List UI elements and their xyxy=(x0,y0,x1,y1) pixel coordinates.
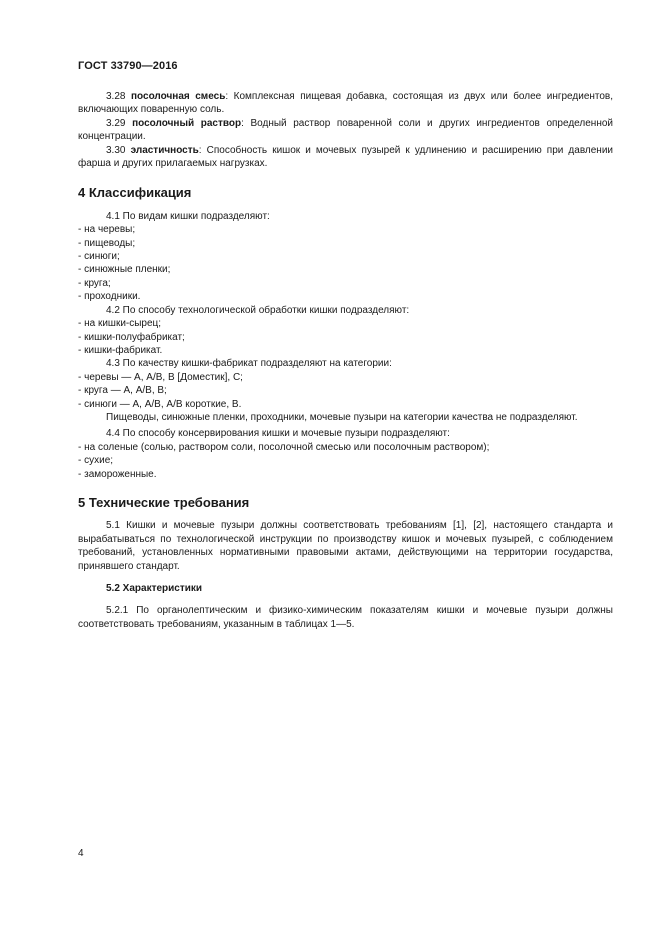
list-item: - кишки-фабрикат. xyxy=(78,344,163,356)
clause-4-3: 4.3 По качеству кишки-фабрикат подразделяют на категории: xyxy=(106,358,392,370)
list-item: - круга; xyxy=(78,277,111,289)
list-item: - сухие; xyxy=(78,455,114,467)
definition-text: : Комплексная пищевая добавка, состоящая из двух или более ингредиентов, включающих поваренную соль. xyxy=(78,91,614,116)
list-item: - синюги; xyxy=(78,251,120,263)
list-item: - на кишки-сырец; xyxy=(78,318,162,330)
clause-5-1: 5.1 Кишки и мочевые пузыри должны соответствовать требованиям [1], [2], настоящего стандарта и вырабатываться по технологической инструкции по производству кишок и мочевых пузырей, с соблюдением требований, установленных нормативными правовыми актами, действующими на территории государства, принявшего стандарт. xyxy=(78,520,613,572)
list-item: - синюжные пленки; xyxy=(78,264,171,276)
subsection-5-2-heading: 5.2 Характеристики xyxy=(106,583,203,594)
list-item: - на черевы; xyxy=(78,224,136,236)
definition-text: : Способность кишок и мочевых пузырей к удлинению и расширению при давлении фарша и других прилагаемых нагрузках. xyxy=(78,144,613,170)
clause-4-2: 4.2 По способу технологической обработки кишки подразделяют: xyxy=(106,304,410,316)
definition-text: : Водный раствор поваренной соли и других ингредиентов определенной концентрации. xyxy=(78,117,613,143)
definition-term: эластичность xyxy=(130,144,199,156)
clause-4-3-note: Пищеводы, синюжные пленки, проходники, мочевые пузыри на категории качества не подразделяют. xyxy=(106,411,578,423)
page-number: 4 xyxy=(78,848,84,859)
list-item: - пищеводы; xyxy=(78,237,136,249)
definition-number: 3.30 xyxy=(106,144,126,156)
list-item: - черевы — А, А/В, В [Доместик], С; xyxy=(78,371,243,383)
document-header: ГОСТ 33790—2016 xyxy=(78,60,178,72)
definition-number: 3.29 xyxy=(106,117,126,129)
list-item: - синюги — А, А/В, А/В короткие, В. xyxy=(78,398,242,410)
section-5-heading: 5 Технические требования xyxy=(78,494,250,510)
definition-3-29 xyxy=(78,117,613,144)
list-item: - кишки-полуфабрикат; xyxy=(78,331,185,343)
clause-4-4: 4.4 По способу консервирования кишки и мочевые пузыри подразделяют: xyxy=(106,428,450,440)
list-item: - проходники. xyxy=(78,291,141,303)
clause-5-2-1: 5.2.1 По органолептическим и физико-химическим показателям кишки и мочевые пузыри должны соответствовать требованиям, указанным в таблицах 1—5. xyxy=(78,605,613,630)
list-item: - замороженные. xyxy=(78,468,157,480)
definition-number: 3.28 xyxy=(106,91,126,102)
definition-3-28 xyxy=(78,90,613,117)
clause-4-1: 4.1 По видам кишки подразделяют: xyxy=(106,210,270,222)
definition-3-30 xyxy=(78,144,613,171)
section-4-heading: 4 Классификация xyxy=(78,185,192,201)
list-item: - на соленые (солью, раствором соли, посолочной смесью или посолочным раствором); xyxy=(78,441,490,453)
definition-term: посолочная смесь xyxy=(130,91,226,102)
document-body xyxy=(78,90,613,631)
definition-term: посолочный раствор xyxy=(132,117,242,129)
list-item: - круга — А, А/В, В; xyxy=(78,385,167,397)
